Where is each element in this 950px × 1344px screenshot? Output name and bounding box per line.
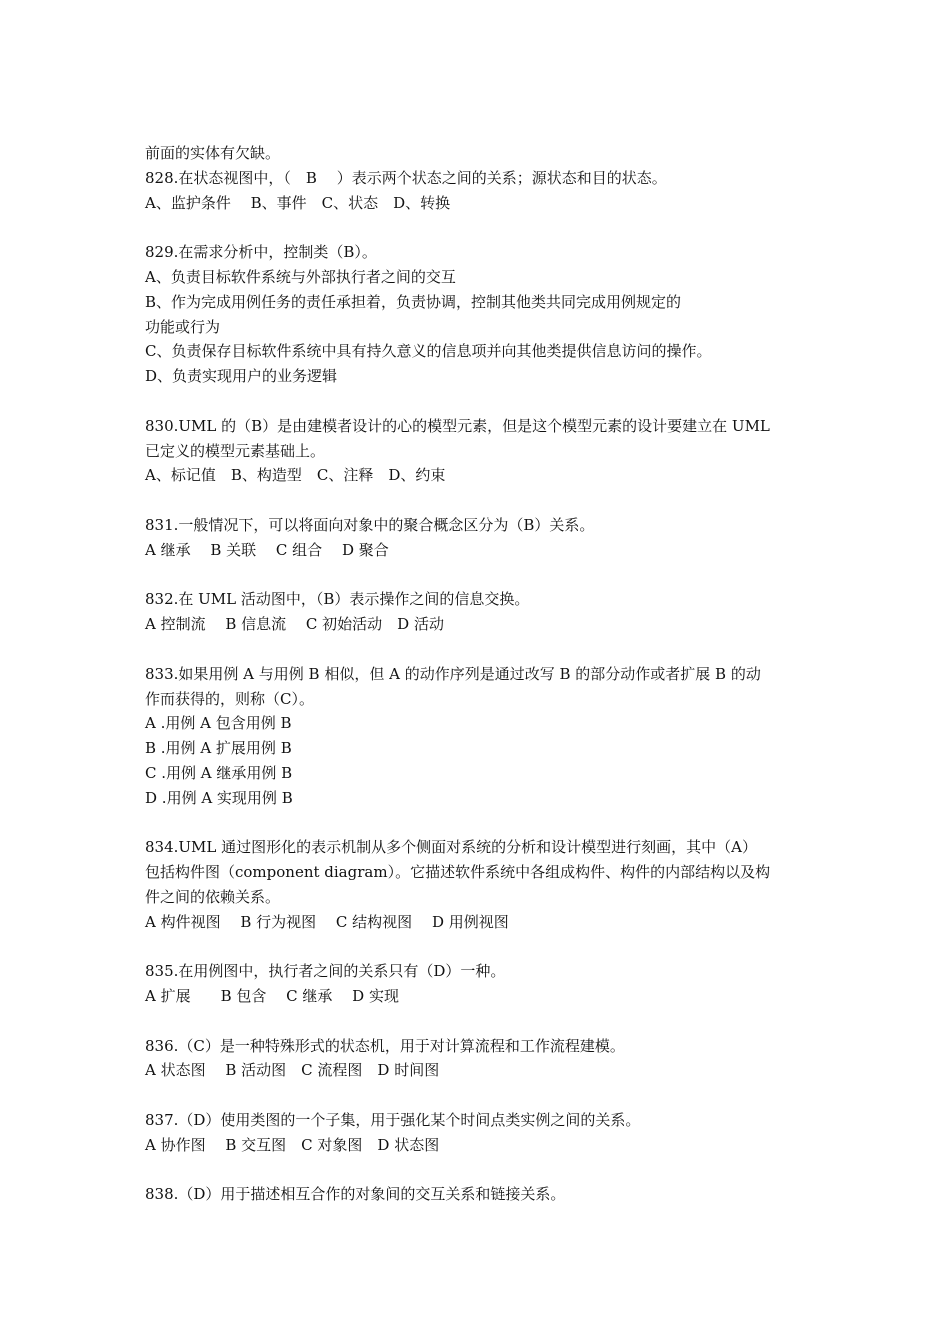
options-837: A 协作图 B 交互图 C 对象图 D 状态图	[145, 1135, 440, 1154]
question-833-cont: 作而获得的，则称（C）。	[145, 689, 314, 708]
spacer	[145, 1083, 815, 1108]
spacer	[145, 389, 815, 414]
question-830: 830.UML 的（B）是由建模者设计的心的模型元素，但是这个模型元素的设计要建立在 UML	[145, 416, 770, 435]
question-834: 834.UML 通过图形化的表示机制从多个侧面对系统的分析和设计模型进行刻画，其中（A）	[145, 838, 757, 857]
question-836: 836.（C）是一种特殊形式的状态机，用于对计算流程和工作流程建模。	[145, 1036, 625, 1055]
question-830-cont: 已定义的模型元素基础上。	[145, 441, 326, 460]
option-829-b-cont: 功能或行为	[145, 317, 221, 336]
question-831: 831.一般情况下，可以将面向对象中的聚合概念区分为（B）关系。	[145, 515, 595, 534]
options-832: A 控制流 B 信息流 C 初始活动 D 活动	[145, 615, 444, 634]
spacer	[145, 935, 815, 960]
question-832: 832.在 UML 活动图中，（B）表示操作之间的信息交换。	[145, 590, 530, 609]
document-page	[145, 141, 815, 1207]
option-833-a: A .用例 A 包含用例 B	[145, 714, 292, 733]
spacer	[145, 563, 815, 588]
question-834-cont-1: 包括构件图（component diagram）。它描述软件系统中各组成构件、构件的内部结构以及构	[145, 863, 771, 882]
options-830: A、标记值 B、构造型 C、注释 D、约束	[145, 466, 446, 485]
options-831: A 继承 B 关联 C 组合 D 聚合	[145, 540, 389, 559]
options-835: A 扩展 B 包含 C 继承 D 实现	[145, 987, 399, 1006]
question-837: 837.（D）使用类图的一个子集，用于强化某个时间点类实例之间的关系。	[145, 1111, 641, 1130]
option-833-d: D .用例 A 实现用例 B	[145, 788, 293, 807]
option-833-b: B .用例 A 扩展用例 B	[145, 739, 292, 758]
spacer	[145, 1158, 815, 1183]
spacer	[145, 488, 815, 513]
question-828: 828.在状态视图中，（ B ）表示两个状态之间的关系；源状态和目的状态。	[145, 168, 667, 187]
spacer	[145, 637, 815, 662]
option-829-a: A、负责目标软件系统与外部执行者之间的交互	[145, 267, 456, 286]
option-833-c: C .用例 A 继承用例 B	[145, 763, 293, 782]
text-line: 前面的实体有欠缺。	[145, 144, 281, 162]
options-834: A 构件视图 B 行为视图 C 结构视图 D 用例视图	[145, 912, 509, 931]
question-835: 835.在用例图中，执行者之间的关系只有（D）一种。	[145, 962, 506, 981]
question-838: 838.（D）用于描述相互合作的对象间的交互关系和链接关系。	[145, 1185, 566, 1204]
option-829-d: D、负责实现用户的业务逻辑	[145, 367, 338, 386]
options-836: A 状态图 B 活动图 C 流程图 D 时间图	[145, 1061, 440, 1080]
option-829-c: C、负责保存目标软件系统中具有持久意义的信息项并向其他类提供信息访问的操作。	[145, 342, 712, 361]
spacer	[145, 811, 815, 836]
question-829: 829.在需求分析中，控制类（B）。	[145, 243, 377, 262]
options-828: A、监护条件 B、事件 C、状态 D、转换	[145, 193, 451, 212]
spacer	[145, 1009, 815, 1034]
question-833: 833.如果用例 A 与用例 B 相似，但 A 的动作序列是通过改写 B 的部分动作或者扩展 B 的动	[145, 664, 761, 683]
option-829-b: B、作为完成用例任务的责任承担着，负责协调，控制其他类共同完成用例规定的	[145, 292, 682, 311]
question-834-cont-2: 件之间的依赖关系。	[145, 887, 281, 906]
spacer	[145, 215, 815, 240]
